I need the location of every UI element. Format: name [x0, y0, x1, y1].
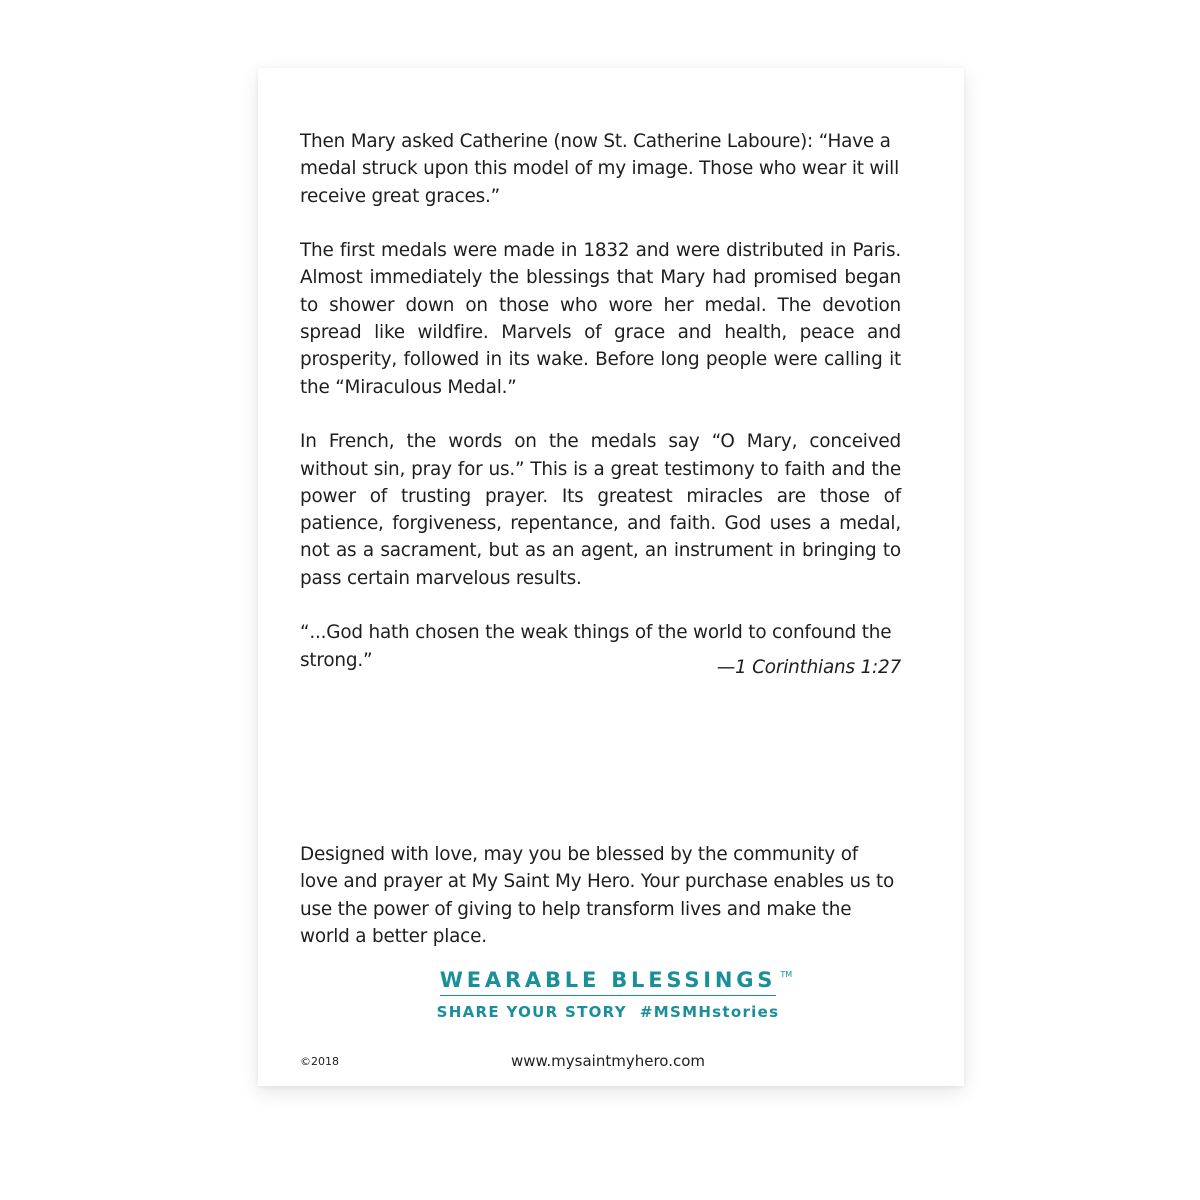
brand-block — [418, 968, 798, 1021]
paragraph-french-words: In French, the words on the medals say “O Mary, conceived without sin, pray for us.” This is a great testimony to faith and the power of trusting prayer. Its greatest miracles are those of patience, forgiveness, repentance, and faith. God uses a medal, not as a sacrament, but as an agent, an instrument in bringing to pass certain marvelous results. — [300, 431, 901, 589]
copyright: ©2018 — [300, 1055, 339, 1068]
brand-title-text: WEARABLE BLESSINGS — [439, 968, 777, 992]
trademark-mark: TM — [780, 970, 793, 979]
brand-title — [439, 968, 793, 996]
paragraph-first-medals: The first medals were made in 1832 and were distributed in Paris. Almost immediately the blessings that Mary had promised began to shower down on those who wore her medal. The devotion spread like wildfire. Marvels of grace and health, peace and prosperity, followed in its wake. Before long people were calling it the “Miraculous Medal.” — [300, 240, 901, 398]
card-body — [300, 128, 901, 681]
paragraph-medal-request: Then Mary asked Catherine (now St. Catherine Laboure): “Have a medal struck upon this model of my image. Those who wear it will receive great graces.” — [300, 131, 899, 207]
footer-message: Designed with love, may you be blessed by the community of love and prayer at My Saint My Hero. Your purchase enables us to use the power of giving to help transform lives and make the world a better place. — [300, 844, 895, 947]
brand-subtitle: SHARE YOUR STORY #MSMHstories — [436, 1003, 780, 1021]
website-link[interactable]: www.mysaintmyhero.com — [510, 1052, 706, 1070]
prayer-card — [258, 68, 964, 1086]
quote-citation: —1 Corinthians 1:27 — [716, 656, 901, 678]
quote-text: “...God hath chosen the weak things of the world to confound the strong.” — [300, 622, 892, 671]
scripture-quote — [300, 619, 901, 681]
